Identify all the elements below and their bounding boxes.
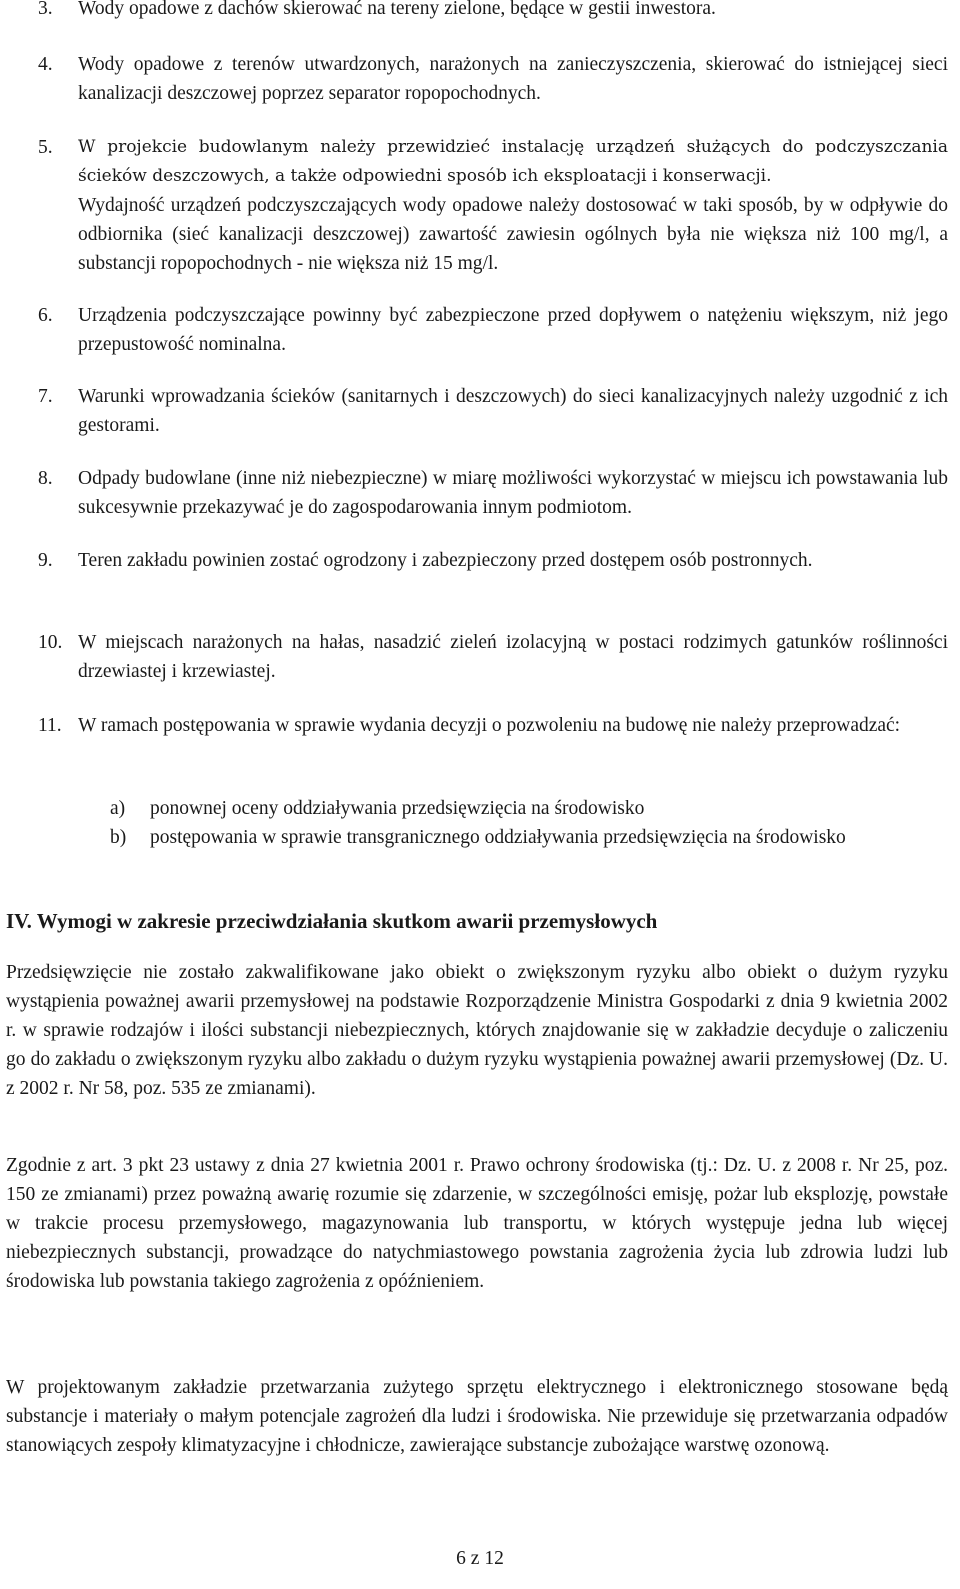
list-item-text: Wydajność urządzeń podczyszczających wody opadowe należy dostosować w taki sposób, by w odpływie do odbiornika (sieć kanalizacji deszczowej) zawartość zawiesin ogólnych była nie większa niż 100 mg/l, a substancji ropopochodnych - nie większa niż 15 mg/l. — [78, 195, 948, 274]
list-item-text: W projekcie budowlanym należy przewidzieć instalację urządzeń służących do podczyszczania ścieków deszczowych, a także odpowiedni sposób ich eksploatacji i konserwacji. — [78, 137, 948, 186]
list-item-number: 11. — [38, 715, 62, 736]
paragraph-1: Przedsięwzięcie nie zostało zakwalifikowane jako obiekt o zwiększonym ryzyku albo obiekt o dużym ryzyku wystąpienia poważnej awarii przemysłowej na podstawie Rozporządzenie Ministra Gospodarki z dnia 9 kwietnia 2002 r. w sprawie rodzajów i ilości substancji niebezpiecznych, których znajdowanie się w zakładzie decyduje o zaliczeniu go do zakładu o zwiększonym ryzyku albo zakładu o dużym ryzyku wystąpienia poważnej awarii przemysłowej (Dz. U. z 2002 r. Nr 58, poz. 535 ze zmianami). — [6, 962, 948, 1099]
list-item-10 — [38, 628, 948, 686]
list-item-text: Odpady budowlane (inne niż niebezpieczne) w miarę możliwości wykorzystać w miejscu ich powstawania lub sukcesywnie przekazywać je do zagospodarowania innym podmiotom. — [78, 468, 948, 518]
list-item-number: 3. — [38, 0, 53, 19]
list-item-text: Warunki wprowadzania ścieków (sanitarnych i deszczowych) do sieci kanalizacyjnych należy uzgodnić z ich gestorami. — [78, 386, 948, 436]
list-item-5 — [38, 133, 948, 191]
list-item-number: 4. — [38, 54, 53, 75]
sub-item-letter: a) — [110, 798, 126, 819]
list-item-text: Wody opadowe z dachów skierować na tereny zielone, będące w gestii inwestora. — [78, 0, 716, 19]
list-item-4 — [38, 50, 948, 108]
list-item-8 — [38, 464, 948, 522]
list-item-number: 10. — [38, 632, 63, 653]
paragraph-3: W projektowanym zakładzie przetwarzania zużytego sprzętu elektrycznego i elektronicznego stosowane będą substancje i materiały o małym potencjale zagrożeń dla ludzi i środowiska. Nie przewiduje się przetwarzania odpadów stanowiących zespoły klimatyzacyjne i chłodnicze, zawierające substancje zubożające warstwę ozonową. — [6, 1377, 948, 1456]
list-item-text: Urządzenia podczyszczające powinny być zabezpieczone przed dopływem o natężeniu większym, niż jego przepustowość nominalna. — [78, 305, 948, 355]
list-item-text: Wody opadowe z terenów utwardzonych, narażonych na zanieczyszczenia, skierować do istniejącej sieci kanalizacji deszczowej poprzez separator ropopochodnych. — [78, 54, 948, 104]
list-item-number: 6. — [38, 305, 53, 326]
list-item-3 — [38, 0, 948, 23]
list-item-text: W ramach postępowania w sprawie wydania decyzji o pozwoleniu na budowę nie należy przeprowadzać: — [78, 715, 901, 736]
list-item-number: 9. — [38, 550, 53, 571]
sub-item-text: postępowania w sprawie transgranicznego oddziaływania przedsięwzięcia na środowisko — [150, 827, 846, 848]
list-item-number: 5. — [38, 137, 53, 158]
sub-item-text: ponownej oceny oddziaływania przedsięwzięcia na środowisko — [150, 798, 645, 819]
list-item-6 — [38, 301, 948, 359]
section-heading: IV. Wymogi w zakresie przeciwdziałania skutkom awarii przemysłowych — [6, 909, 658, 933]
paragraph-2: Zgodnie z art. 3 pkt 23 ustawy z dnia 27 kwietnia 2001 r. Prawo ochrony środowiska (tj.: Dz. U. z 2008 r. Nr 25, poz. 150 ze zmianami) przez poważną awarię rozumie się zdarzenie, w szczególności emisję, pożar lub eksplozję, powstałe w trakcie procesu przemysłowego, magazynowania lub transportu, w których występuje jedna lub więcej niebezpiecznych substancji, prowadzące do natychmiastowego powstania zagrożenia życia lub zdrowia ludzi lub środowiska lub powstania takiego zagrożenia z opóźnieniem. — [6, 1155, 948, 1292]
list-item-text: Teren zakładu powinien zostać ogrodzony i zabezpieczony przed dostępem osób postronnych. — [78, 550, 813, 571]
list-item-number: 7. — [38, 386, 53, 407]
list-item-7 — [38, 382, 948, 440]
sub-item-a — [110, 794, 948, 823]
page-number: 6 z 12 — [456, 1548, 504, 1569]
list-item-11 — [38, 711, 948, 740]
list-item-number: 8. — [38, 468, 53, 489]
sub-item-letter: b) — [110, 827, 127, 848]
list-item-9 — [38, 546, 948, 575]
list-item-text: W miejscach narażonych na hałas, nasadzić zieleń izolacyjną w postaci rodzimych gatunków roślinności drzewiastej i krzewiastej. — [78, 632, 948, 682]
sub-item-b — [110, 823, 948, 852]
list-item-5-continuation — [38, 191, 948, 278]
